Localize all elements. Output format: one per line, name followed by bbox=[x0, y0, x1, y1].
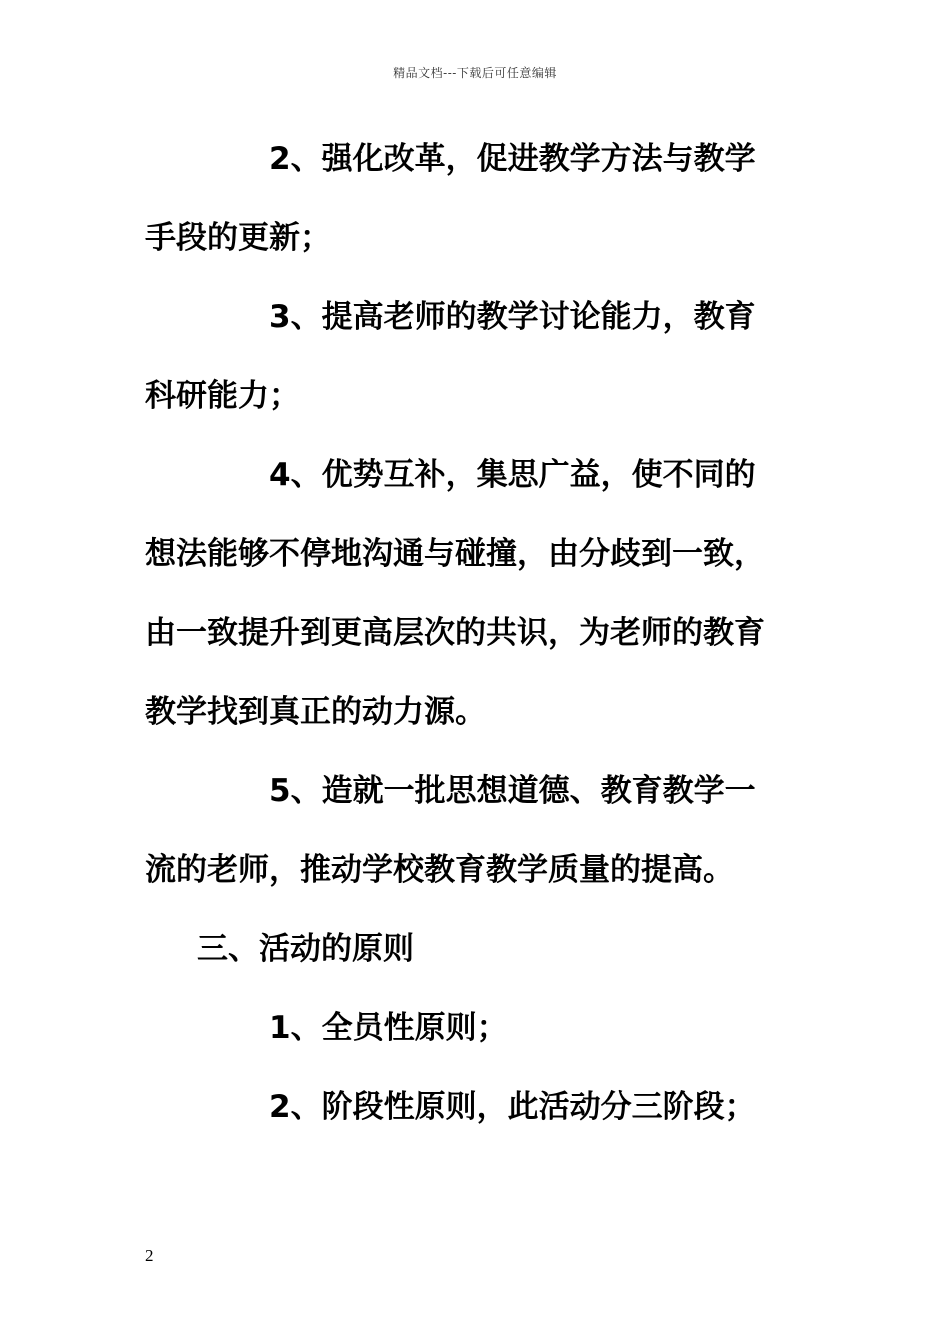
document-header: 精品文档---下载后可任意编辑 bbox=[393, 66, 557, 80]
paragraph-objective-5: 5、造就一批思想道德、教育教学一流的老师，推动学校教育教学质量的提高。 bbox=[145, 773, 756, 888]
paragraph-objective-3: 3、提高老师的教学讨论能力，教育科研能力； bbox=[145, 299, 756, 414]
paragraph-objective-2: 2、强化改革，促进教学方法与教学手段的更新； bbox=[145, 141, 756, 256]
section-heading-principles: 三、活动的原则 bbox=[197, 931, 414, 967]
paragraph-principle-2: 2、阶段性原则，此活动分三阶段； bbox=[269, 1089, 756, 1125]
paragraph-principle-1: 1、全员性原则； bbox=[269, 1010, 508, 1046]
page-number: 2 bbox=[145, 1246, 154, 1265]
document-body bbox=[145, 120, 785, 1147]
paragraph-objective-4: 4、优势互补，集思广益，使不同的想法能够不停地沟通与碰撞，由分歧到一致，由一致提升到更高层次的共识，为老师的教育教学找到真正的动力源。 bbox=[145, 457, 765, 730]
